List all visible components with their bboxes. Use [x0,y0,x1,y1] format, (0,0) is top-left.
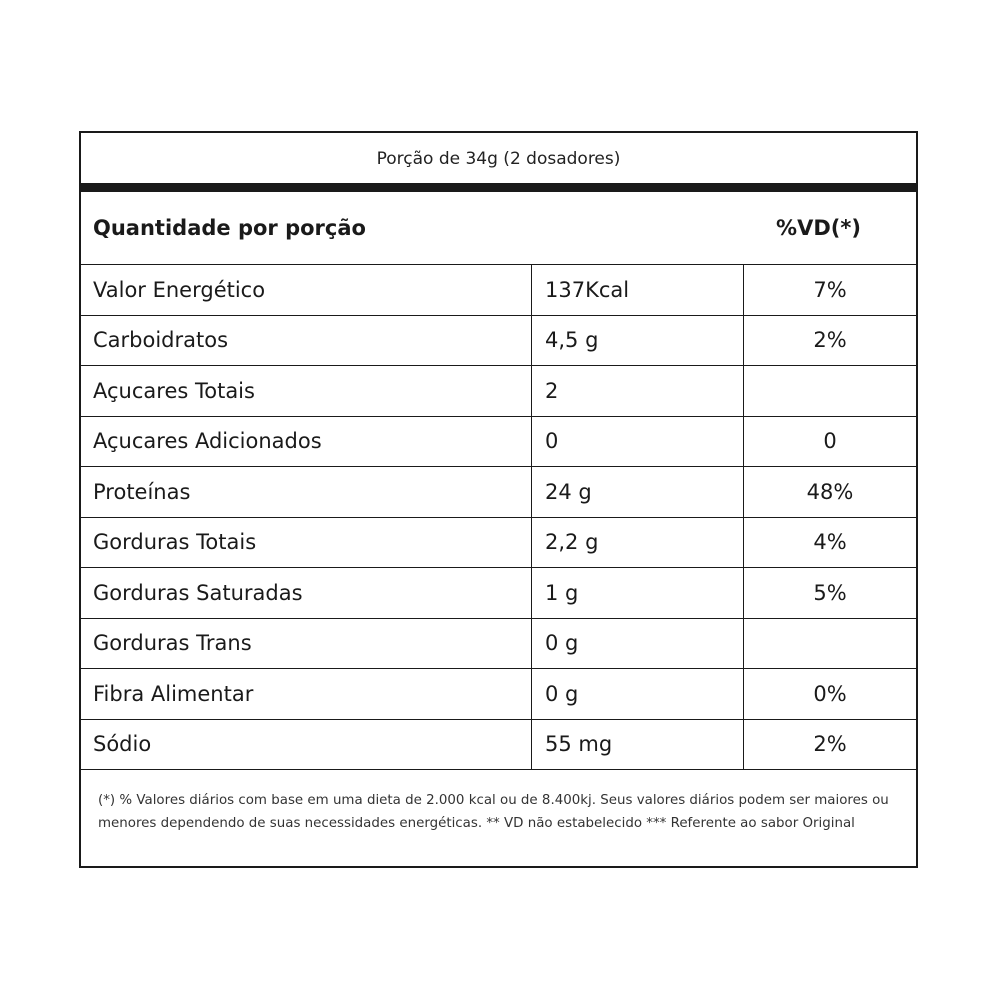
header-vd-label: %VD(*) [776,216,861,240]
nutrient-vd: 48% [744,467,917,518]
nutrition-facts-panel [79,131,918,868]
nutrient-name: Gorduras Saturadas [81,568,532,619]
table-row [81,719,916,770]
table-row [81,568,916,619]
nutrient-amount: 0 [532,416,744,467]
nutrient-name: Carboidratos [81,315,532,366]
nutrient-name: Gorduras Totais [81,517,532,568]
table-row [81,618,916,669]
nutrient-name: Açucares Adicionados [81,416,532,467]
nutrient-vd: 4% [744,517,917,568]
header-quantity-label: Quantidade por porção [93,216,366,240]
table-header [81,192,916,264]
nutrient-amount: 137Kcal [532,265,744,316]
table-row [81,265,916,316]
nutrient-name: Fibra Alimentar [81,669,532,720]
thick-divider [81,183,916,192]
footnote: (*) % Valores diários com base em uma dieta de 2.000 kcal ou de 8.400kj. Seus valores diários podem ser maiores ou menores dependendo de suas necessidades energéticas. ** VD não estabelecido *** Referente ao sabor Original [98,793,889,831]
table-row [81,467,916,518]
nutrient-amount: 4,5 g [532,315,744,366]
nutrient-vd: 2% [744,719,917,770]
nutrient-vd [744,366,917,417]
nutrient-table [81,264,916,770]
nutrient-amount: 0 g [532,618,744,669]
nutrient-name: Valor Energético [81,265,532,316]
table-row [81,366,916,417]
table-row [81,315,916,366]
nutrient-name: Proteínas [81,467,532,518]
nutrient-amount: 2,2 g [532,517,744,568]
nutrient-vd: 5% [744,568,917,619]
nutrient-amount: 1 g [532,568,744,619]
nutrient-name: Sódio [81,719,532,770]
nutrient-name: Gorduras Trans [81,618,532,669]
serving-size: Porção de 34g (2 dosadores) [376,149,621,169]
nutrient-vd: 7% [744,265,917,316]
nutrient-vd: 0% [744,669,917,720]
nutrient-amount: 2 [532,366,744,417]
table-row [81,669,916,720]
nutrient-vd [744,618,917,669]
nutrient-amount: 24 g [532,467,744,518]
nutrient-name: Açucares Totais [81,366,532,417]
nutrient-amount: 0 g [532,669,744,720]
nutrient-vd: 0 [744,416,917,467]
nutrient-amount: 55 mg [532,719,744,770]
table-row [81,517,916,568]
table-row [81,416,916,467]
nutrient-vd: 2% [744,315,917,366]
